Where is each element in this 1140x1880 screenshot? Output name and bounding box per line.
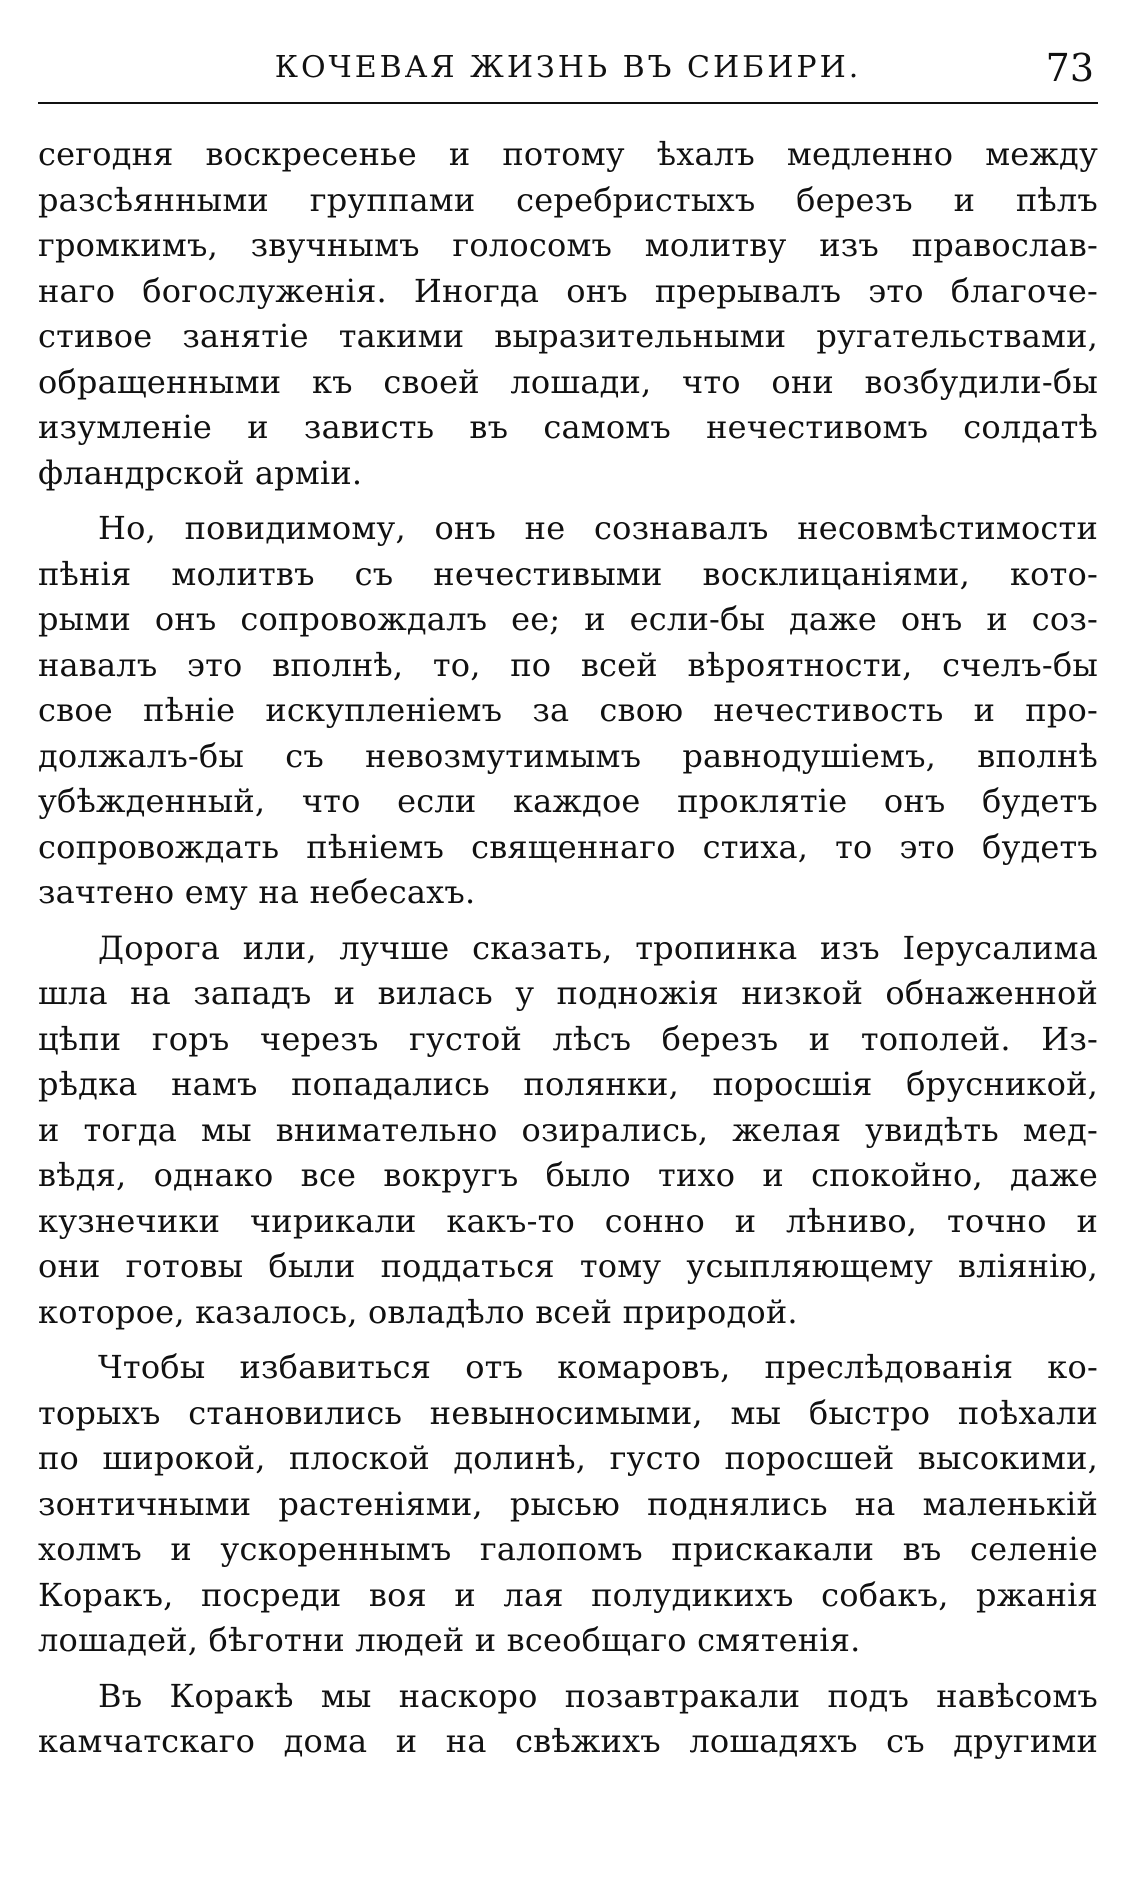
text-line: камчатскаго дома и на свѣжихъ лошадяхъ съ другими bbox=[38, 1722, 1098, 1760]
text-line: по широкой, плоской долинѣ, густо поросшей высокими, bbox=[38, 1439, 1098, 1477]
text-line: Но, повидимому, онъ не сознавалъ несовмѣстимости bbox=[98, 509, 1098, 547]
book-page bbox=[38, 40, 1098, 1775]
page-number: 73 bbox=[1045, 46, 1094, 90]
text-line: Дорога или, лучше сказать, тропинка изъ Іерусалима bbox=[98, 928, 1098, 967]
text-line: свое пѣніе искупленіемъ за свою нечестивость и про- bbox=[38, 691, 1098, 729]
text-line: разсѣянными группами серебристыхъ березъ и пѣлъ bbox=[38, 180, 1098, 219]
text-line: обращенными къ своей лошади, что они возбудили-бы bbox=[38, 362, 1098, 401]
text-line: сегодня воскресенье и потому ѣхалъ медленно между bbox=[38, 135, 1098, 173]
text-line: рѣдка намъ попадались полянки, поросшія брусникой, bbox=[38, 1065, 1098, 1103]
text-line: навалъ это вполнѣ, то, по всей вѣроятности, счелъ-бы bbox=[38, 645, 1098, 684]
text-line: они готовы были поддаться тому усыпляющему вліянію, bbox=[38, 1247, 1098, 1285]
text-line: наго богослуженія. Иногда онъ прерывалъ это благоче- bbox=[38, 271, 1098, 310]
text-line: зонтичными растеніями, рысью поднялись на маленькій bbox=[38, 1484, 1098, 1523]
paragraph-1 bbox=[38, 132, 1098, 496]
body-text bbox=[38, 132, 1098, 1765]
running-title: КОЧЕВАЯ ЖИЗНЬ ВЪ СИБИРИ. bbox=[274, 50, 862, 85]
paragraph-5 bbox=[38, 1674, 1098, 1765]
text-line: кузнечики чирикали какъ-то сонно и лѣниво, точно и bbox=[38, 1201, 1098, 1240]
text-line: пѣнія молитвъ съ нечестивыми восклицаніями, кото- bbox=[38, 554, 1098, 593]
text-line: шла на западъ и вилась у подножія низкой обнаженной bbox=[38, 974, 1098, 1012]
text-line: вѣдя, однако все вокругъ было тихо и спокойно, даже bbox=[38, 1156, 1098, 1194]
text-line: зачтено ему на небесахъ. bbox=[38, 873, 476, 911]
text-line: стивое занятіе такими выразительными ругательствами, bbox=[38, 317, 1098, 355]
paragraph-2 bbox=[38, 506, 1098, 916]
text-line: которое, казалось, овладѣло всей природой. bbox=[38, 1292, 798, 1331]
paragraph-4 bbox=[38, 1345, 1098, 1664]
text-line: цѣпи горъ черезъ густой лѣсъ березъ и тополей. Из- bbox=[38, 1019, 1098, 1058]
text-line: рыми онъ сопровождалъ ее; и если-бы даже онъ и соз- bbox=[38, 600, 1098, 638]
text-line: громкимъ, звучнымъ голосомъ молитву изъ православ- bbox=[38, 226, 1098, 264]
running-head bbox=[38, 40, 1098, 104]
text-line: холмъ и ускореннымъ галопомъ прискакали въ селеніе bbox=[38, 1530, 1098, 1568]
text-line: убѣжденный, что если каждое проклятіе онъ будетъ bbox=[38, 782, 1098, 820]
text-line: Коракъ, посреди воя и лая полудикихъ собакъ, ржанія bbox=[38, 1575, 1098, 1614]
text-line: и тогда мы внимательно озирались, желая увидѣть мед- bbox=[38, 1110, 1098, 1149]
text-line: фландрской арміи. bbox=[38, 453, 363, 492]
text-line: лошадей, бѣготни людей и всеобщаго смятенія. bbox=[38, 1621, 861, 1659]
paragraph-3 bbox=[38, 926, 1098, 1336]
text-line: торыхъ становились невыносимыми, мы быстро поѣхали bbox=[38, 1393, 1098, 1432]
text-line: сопровождать пѣніемъ священнаго стиха, то это будетъ bbox=[38, 827, 1098, 866]
text-line: изумленіе и зависть въ самомъ нечестивомъ солдатѣ bbox=[38, 408, 1098, 446]
text-line: должалъ-бы съ невозмутимымъ равнодушіемъ, вполнѣ bbox=[38, 736, 1098, 775]
text-line: Въ Коракѣ мы наскоро позавтракали подъ навѣсомъ bbox=[98, 1676, 1098, 1715]
text-line: Чтобы избавиться отъ комаровъ, преслѣдованія ко- bbox=[98, 1348, 1098, 1386]
